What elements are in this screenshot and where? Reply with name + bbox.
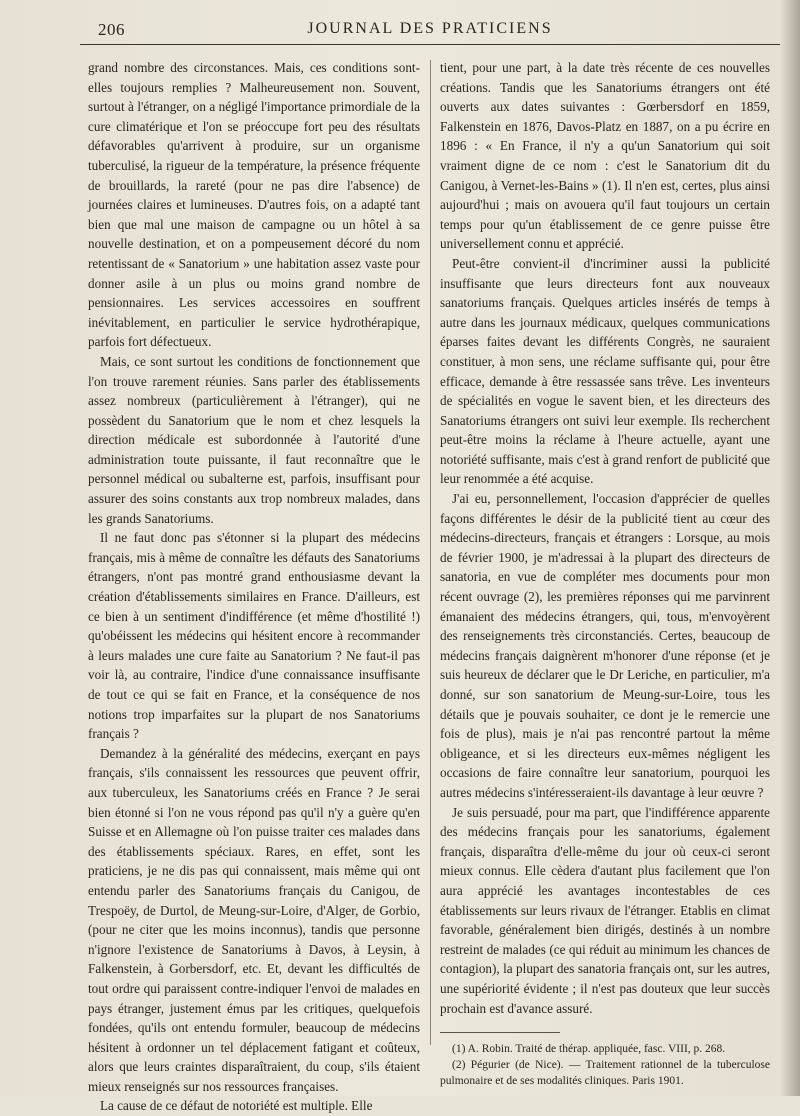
footnote-rule — [440, 1032, 560, 1033]
paragraph: Demandez à la généralité des médecins, exerçant en pays français, s'ils connaissent les ressources que peuvent offrir, aux tuberculeux, les Sanatoriums créés en France ? Je serai bien étonné si l'on ne vous répond pas qu'il n'y a guère qu'en Suisse et en Allemagne où l'on puisse traiter ces malades dans des établissements spéciaux. Rares, en effet, sont les praticiens, je ne dis pas qui connaissent, mais même qui ont entendu parler des Sanatoriums français du Canigou, de Trespoëy, de Durtol, de Meung-sur-Loire, d'Alger, de Gorbio, (pour ne citer que les moins inconnus), tandis que personne n'ignore l'existence de Sanatoriums à Davos, à Leysin, à Falkenstein, à Gorbersdorf, etc. Et, devant les difficultés de tout ordre qui paraissent contre-indiquer l'envoi de malades en pays étranger, justement émus par les critiques, quelquefois fondées, qu'ils ont entendu formuler, beaucoup de médecins hésitent à ordonner un tel déplacement fatigant et coûteux, alors que leurs craintes disparaîtraient, du coup, s'ils étaient mieux renseignés sur nos ressources françaises. — [88, 745, 420, 1094]
page-edge-shadow — [780, 0, 800, 1096]
paragraph: Peut-être convient-il d'incriminer aussi la publicité insuffisante que leurs directeurs font aux nouveaux sanatoriums français. Quelques articles insérés de temps à autre dans les journaux médicaux, quelques communications éparses faites devant les différents Congrès, ne sauraient constituer, à mon sens, une réclame suffisante qui, pour être efficace, demande à être ressassée sans trêve. Les inventeurs de spécialités en vogue le savent bien, et les directeurs des Sanatoriums étrangers ont suivi leur exemple. Ils recherchent peut-être moins la réclame à l'heure actuelle, ayant une notoriété suffisante, mais c'est à grand renfort de publicité que leur renommée a été acquise. — [440, 255, 770, 487]
page-header — [80, 14, 780, 45]
right-column — [440, 58, 770, 1088]
paragraph: J'ai eu, personnellement, l'occasion d'apprécier de quelles façons différentes le désir de la publicité tient au cœur des médecins-directeurs, français et étrangers : Lorsque, au mois de février 1900, je m'adressai à la plupart des directeurs de sanatoria, en vue de compléter mes documents pour mon récent ouvrage (2), les premières réponses qui me parvinrent émanaient des médecins étrangers, qui, tous, m'envoyèrent des renseignements très circonstanciés. Certes, beaucoup de médecins français daignèrent m'honorer d'une réponse (et je suis heureux de déclarer que le Dr Leriche, en particulier, m'a donné, sur son sanatorium de Meung-sur-Loire, tous les détails que je pouvais souhaiter, ce dont je le remercie une fois de plus), mais je n'ai pas rencontré partout la même obligeance, et si les directeurs eux-mêmes négligent les occasions de faire connaître leur sanatorium, pourquoi les autres médecins s'intéresseraient-ils davantage à leur œuvre ? — [440, 491, 770, 800]
paragraph: Je suis persuadé, pour ma part, que l'indifférence apparente des médecins français pour les sanatoriums, également français, disparaîtra d'elle-même du jour où ceux-ci seront mieux connus. Elle cèdera d'autant plus facilement que l'on aura apprécié les avantages incontestables de ces établissements sur leurs rivaux de l'étranger. Etablis en climat favorable, généralement bien dirigés, destinés à un nombre restreint de malades (ce qui réduit au minimum les chances de contagion), la plupart des sanatoria français ont, sur les autres, une supériorité évidente ; il n'est pas douteux que leur succès prochain est d'avance assuré. — [440, 804, 770, 1016]
left-column — [88, 58, 420, 1114]
column-divider — [430, 60, 431, 1045]
footnote: (2) Pégurier (de Nice). — Traitement rationnel de la tuberculose pulmonaire et de ses modalités cliniques. Paris 1901. — [440, 1059, 770, 1088]
paragraph: Il ne faut donc pas s'étonner si la plupart des médecins français, mis à même de connaître les défauts des Sanatoriums étrangers, n'ont pas montré grand enthousiasme devant la création d'établissements similaires en France. D'ailleurs, est ce bien à un sentiment d'indifférence (et même d'hostilité !) qu'obéissent les médecins qui hésitent encore à recommander à leurs malades une cure faite au Sanatorium ? Ne faut-il pas voir là, au contraire, l'indice d'une connaissance insuffisante de tout ce qui se fait en France, et la conséquence de nos notions trop imparfaites sur la plupart de nos Sanatoriums français ? — [88, 530, 420, 742]
footnote: (1) A. Robin. Traité de thérap. appliquée, fasc. VIII, p. 268. — [452, 1043, 726, 1056]
paragraph: grand nombre des circonstances. Mais, ces conditions sont-elles toujours remplies ? Malheureusement non. Souvent, surtout à l'étranger, on a négligé l'importance primordiale de la cure climatérique et l'on se préoccupe fort peu des résultats défavorables qu'arrivent à produire, sur un organisme tuberculisé, la rigueur de la température, la présence fréquente de brouillards, la rareté (pour ne pas dire l'absence) de journées claires et lumineuses. D'autres fois, on a adapté tant bien que mal une maison de campagne ou un hôtel à sa nouvelle destination, et on a pompeusement décoré du nom retentissant de « Sanatorium » une habitation assez vaste pour donner asile à un plus ou moins grand nombre de pensionnaires. Les services accessoires en souffrent inévitablement, en particulier le service hydrothérapique, parfois fort défectueux. — [88, 60, 420, 350]
paragraph: Mais, ce sont surtout les conditions de fonctionnement que l'on trouve rarement réunies. Sans parler des établissements assez nombreux (particulièrement à l'étranger), qui ne possèdent du Sanatorium que le nom et chez lesquels la direction médicale est subordonnée à l'autorité d'une administration toute puissante, il faut reconnaître que le personnel médical ou subalterne est, parfois, insuffisant pour assurer des soins constants aux trop nombreux malades, dans les grands Sanatoriums. — [88, 353, 420, 526]
paragraph: La cause de ce défaut de notoriété est multiple. Elle — [100, 1098, 373, 1114]
page-number: 206 — [98, 20, 125, 39]
paragraph: tient, pour une part, à la date très récente de ces nouvelles créations. Tandis que les Sanatoriums étrangers ont été ouverts aux dates suivantes : Gœrbersdorf en 1859, Falkenstein en 1876, Davos-Platz en 1887, on a pu écrire en 1896 : « En France, il n'y a qu'un Sanatorium qui soit vraiment digne de ce nom : c'est le Sanatorium dit du Canigou, à Vernet-les-Bains » (1). Il n'en est, certes, plus ainsi aujourd'hui ; mais on avouera qu'il faut toujours un certain temps pour qu'un établissement de ce genre puisse être universellement connu et apprécié. — [440, 60, 770, 252]
running-title: JOURNAL DES PRATICIENS — [307, 20, 553, 37]
